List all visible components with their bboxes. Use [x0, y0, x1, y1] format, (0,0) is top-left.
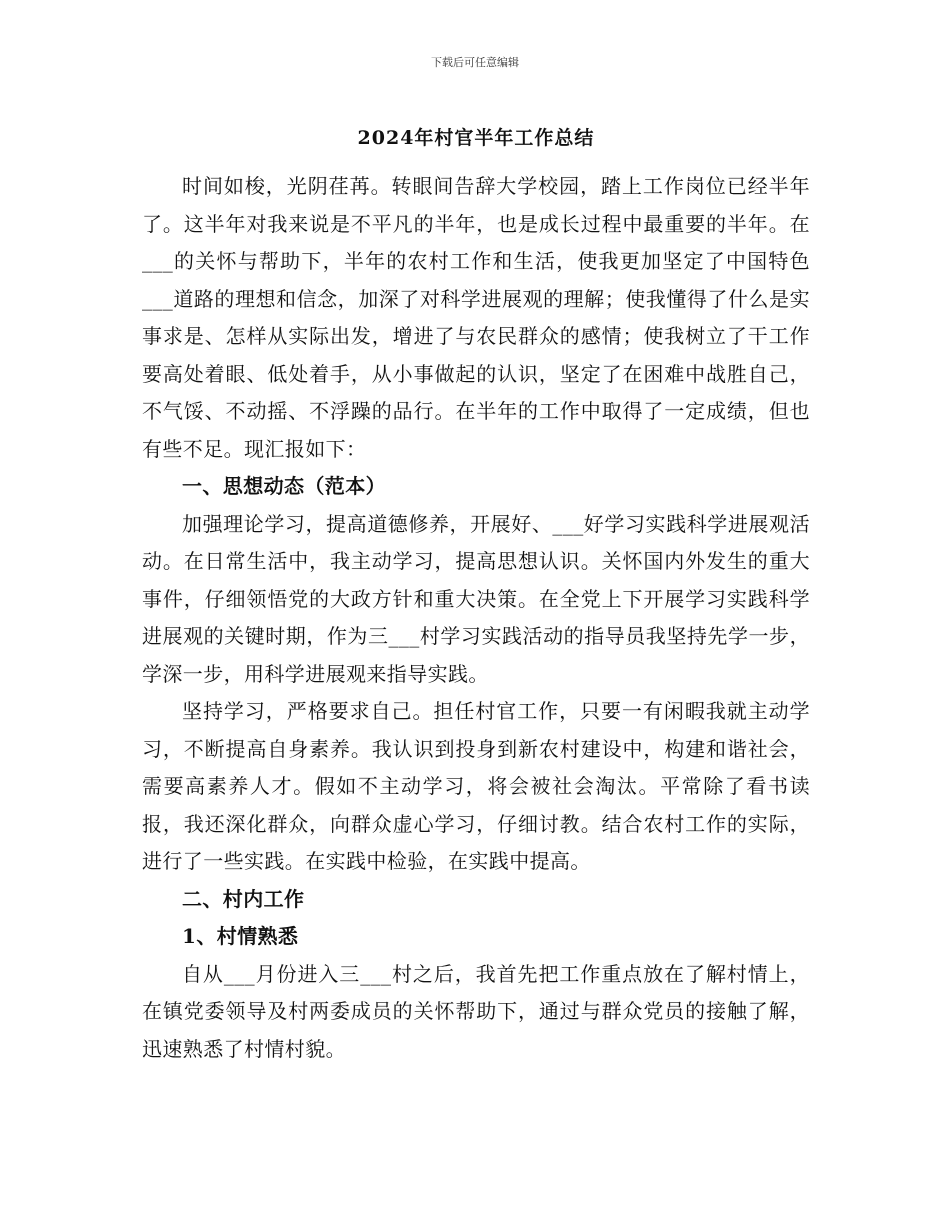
document-body — [142, 122, 810, 1068]
paragraph-village-familiar: 自从___月份进入三___村之后，我首先把工作重点放在了解村情上，在镇党委领导及村两委成员的关怀帮助下，通过与群众党员的接触了解，迅速熟悉了村情村貌。 — [142, 961, 810, 1061]
section-heading-thought: 一、思想动态（范本） — [182, 474, 386, 498]
section-heading-village-work: 二、村内工作 — [182, 886, 305, 911]
paragraph-theory-study: 加强理论学习，提高道德修养，开展好、___好学习实践科学进展观活动。在日常生活中，我主动学习，提高思想认识。关怀国内外发生的重大事件，仔细领悟党的大政方针和重大决策。在全党上下开展学习实践科学进展观的关键时期，作为三___村学习实践活动的指导员我坚持先学一步，学深一步，用科学进展观来指导实践。 — [142, 511, 810, 686]
document-title: 2024年村官半年工作总结 — [357, 127, 595, 149]
paragraph-intro: 时间如梭，光阴荏苒。转眼间告辞大学校园，踏上工作岗位已经半年了。这半年对我来说是不平凡的半年，也是成长过程中最重要的半年。在___的关怀与帮助下，半年的农村工作和生活，使我更加坚定了中国特色___道路的理想和信念，加深了对科学进展观的理解；使我懂得了什么是实事求是、怎样从实际出发，增进了与农民群众的感情；使我树立了干工作要高处着眼、低处着手，从小事做起的认识，坚定了在困难中战胜自己，不气馁、不动摇、不浮躁的品行。在半年的工作中取得了一定成绩，但也有些不足。现汇报如下： — [142, 174, 810, 461]
paragraph-persist-study: 坚持学习，严格要求自己。担任村官工作，只要一有闲暇我就主动学习，不断提高自身素养。我认识到投身到新农村建设中，构建和谐社会，需要高素养人才。假如不主动学习，将会被社会淘汰。平常除了看书读报，我还深化群众，向群众虚心学习，仔细讨教。结合农村工作的实际，进行了一些实践。在实践中检验，在实践中提高。 — [142, 699, 810, 873]
subsection-heading-village-familiar: 1、村情熟悉 — [182, 924, 299, 948]
header-note: 下载后可任意编辑 — [431, 56, 519, 69]
